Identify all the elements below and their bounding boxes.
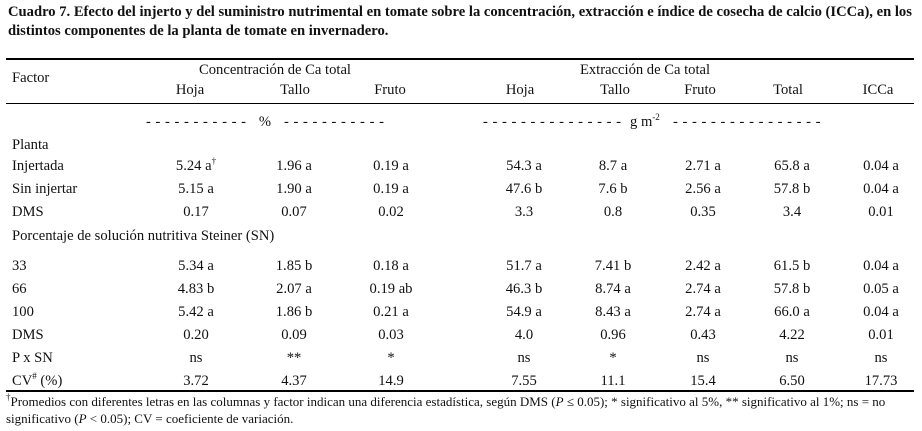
table-cell: 54.9 a bbox=[506, 304, 542, 320]
table-cell: 1.96 a bbox=[276, 158, 312, 174]
table-cell: 17.73 bbox=[864, 373, 898, 389]
table-cell: 6.50 bbox=[779, 373, 805, 389]
table-cell: 65.8 a bbox=[774, 158, 810, 174]
table-cell: 66.0 a bbox=[774, 304, 810, 320]
row-label: DMS bbox=[12, 204, 44, 220]
table-cell: 0.09 bbox=[281, 327, 307, 343]
table-cell: 2.42 a bbox=[685, 258, 721, 274]
table-cell: 0.19 a bbox=[373, 158, 409, 174]
row-label: 33 bbox=[12, 258, 27, 274]
section-solucion-nutritiva: Porcentaje de solución nutritiva Steiner (SN) bbox=[12, 228, 275, 244]
table-cell: 11.1 bbox=[600, 373, 626, 389]
table-cell: * bbox=[387, 350, 395, 366]
units-extraction-label: g $m^{-2}$ bbox=[630, 112, 660, 130]
table-cell: 0.01 bbox=[868, 204, 894, 220]
table-cell: 0.01 bbox=[868, 327, 894, 343]
table-cell: 0.04 a bbox=[863, 304, 899, 320]
table-cell: 7.55 bbox=[511, 373, 537, 389]
table-cell: 7.6 b bbox=[598, 181, 628, 197]
table-cell: 2.74 a bbox=[685, 304, 721, 320]
table-cell: 0.19 ab bbox=[369, 281, 413, 297]
header-col-extr-hoja: Hoja bbox=[505, 82, 535, 98]
top-rule bbox=[6, 58, 914, 60]
table-cell: ns bbox=[696, 350, 710, 366]
bottom-rule bbox=[6, 390, 914, 392]
table-cell: 15.4 bbox=[690, 373, 716, 389]
header-col-total: Total bbox=[773, 82, 803, 98]
table-cell: 1.85 b bbox=[275, 258, 313, 274]
table-cell: 0.04 a bbox=[863, 158, 899, 174]
table-cell: 0.19 a bbox=[373, 181, 409, 197]
header-factor: Factor bbox=[12, 70, 50, 86]
section-planta: Planta bbox=[12, 137, 49, 153]
table-cell: 8.43 a bbox=[595, 304, 631, 320]
row-label: 100 bbox=[12, 304, 34, 320]
table-cell: 0.21 a bbox=[373, 304, 409, 320]
header-col-extr-tallo: Tallo bbox=[600, 82, 630, 98]
table-cell: ns bbox=[189, 350, 203, 366]
table-cell: 0.96 bbox=[600, 327, 626, 343]
table-cell: 2.74 a bbox=[685, 281, 721, 297]
table-cell: 0.35 bbox=[690, 204, 716, 220]
header-col-conc-hoja: Hoja bbox=[175, 82, 205, 98]
header-group-extraction: Extracción de Ca total bbox=[579, 62, 711, 78]
table-cell: 7.41 b bbox=[594, 258, 632, 274]
table-cell: 0.43 bbox=[690, 327, 716, 343]
table-cell: 0.04 a bbox=[863, 258, 899, 274]
table-cell: 2.56 a bbox=[685, 181, 721, 197]
table-cell: ** bbox=[286, 350, 302, 366]
table-cell: 51.7 a bbox=[506, 258, 542, 274]
header-rule bbox=[6, 103, 914, 104]
table-cell: 5.42 a bbox=[178, 304, 214, 320]
table-cell: 4.37 bbox=[281, 373, 307, 389]
table-cell: 1.86 b bbox=[275, 304, 313, 320]
table-cell: 5.24 a† bbox=[175, 156, 217, 174]
table-cell: 0.20 bbox=[183, 327, 209, 343]
table-cell: 0.07 bbox=[281, 204, 307, 220]
table-cell: 57.8 b bbox=[773, 181, 811, 197]
table-cell: 57.8 b bbox=[773, 281, 811, 297]
table-cell: 5.15 a bbox=[178, 181, 214, 197]
header-group-concentration: Concentración de Ca total bbox=[199, 62, 351, 78]
table-cell: ns bbox=[874, 350, 888, 366]
table-cell: ns bbox=[785, 350, 799, 366]
table-cell: 0.18 a bbox=[373, 258, 409, 274]
units-extraction-left: - - - - - - - - - - - - - - - bbox=[483, 114, 622, 130]
table-cell: 54.3 a bbox=[506, 158, 542, 174]
table-cell: 5.34 a bbox=[178, 258, 214, 274]
table-cell: 3.4 bbox=[782, 204, 802, 220]
table-cell: 1.90 a bbox=[276, 181, 312, 197]
units-concentration: - - - - - - - - - - - % - - - - - - - - - - - bbox=[146, 114, 385, 130]
table-cell: 2.07 a bbox=[276, 281, 312, 297]
table-cell: 8.74 a bbox=[595, 281, 631, 297]
table-cell: 0.17 bbox=[183, 204, 209, 220]
table-cell: 0.8 bbox=[603, 204, 623, 220]
table-cell: 3.72 bbox=[183, 373, 209, 389]
table-cell: 0.03 bbox=[378, 327, 404, 343]
row-label: Injertada bbox=[12, 158, 64, 174]
table-cell: 4.0 bbox=[514, 327, 534, 343]
row-label: CV# (%) bbox=[12, 371, 63, 389]
table-cell: 61.5 b bbox=[773, 258, 811, 274]
header-col-conc-fruto: Fruto bbox=[374, 82, 406, 98]
table-caption: Cuadro 7. Efecto del injerto y del suministro nutrimental en tomate sobre la concentración, extracción e índice de cosecha de calcio (ICCa), en los distintos componentes de la planta de tomate en invernadero. bbox=[8, 4, 912, 39]
row-label: DMS bbox=[12, 327, 44, 343]
header-col-extr-fruto: Fruto bbox=[684, 82, 716, 98]
header-col-icca: ICCa bbox=[862, 82, 894, 98]
row-label: P x SN bbox=[12, 350, 53, 366]
table-cell: 3.3 bbox=[514, 204, 534, 220]
units-extraction-right: - - - - - - - - - - - - - - - - bbox=[673, 114, 821, 130]
row-label: Sin injertar bbox=[12, 181, 78, 197]
table-cell: 8.7 a bbox=[598, 158, 628, 174]
table-cell: 47.6 b bbox=[505, 181, 543, 197]
table-cell: 4.22 bbox=[779, 327, 805, 343]
table-cell: 2.71 a bbox=[685, 158, 721, 174]
footnote: †Promedios con diferentes letras en las columnas y factor indican una diferencia estadística, según DMS (P ≤ 0.05); * significativo al 5%, ** significativo al 1%; ns = no significativo (P < 0.05); CV = coeficiente de variación. bbox=[6, 392, 886, 426]
table-cell: * bbox=[609, 350, 617, 366]
header-col-conc-tallo: Tallo bbox=[280, 82, 310, 98]
table-cell: 46.3 b bbox=[505, 281, 543, 297]
table-cell: 0.04 a bbox=[863, 181, 899, 197]
table-cell: 0.02 bbox=[378, 204, 404, 220]
table-cell: ns bbox=[517, 350, 531, 366]
table-cell: 0.05 a bbox=[863, 281, 899, 297]
table-cell: 4.83 b bbox=[177, 281, 215, 297]
table-cell: 14.9 bbox=[378, 373, 404, 389]
row-label: 66 bbox=[12, 281, 27, 297]
